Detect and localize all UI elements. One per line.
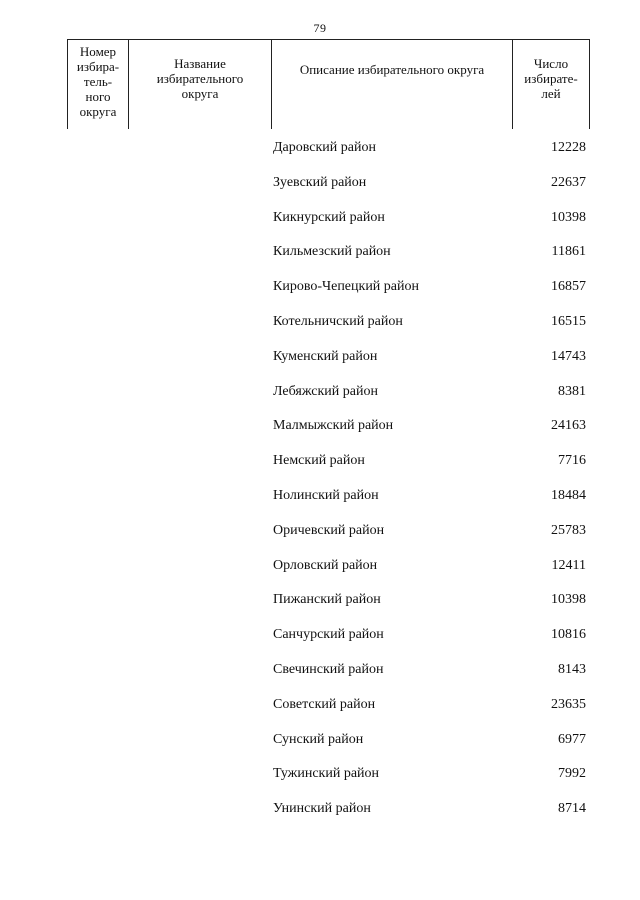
- district-description: Нолинский район: [273, 487, 379, 503]
- header-voter-count-label: Число избирате- лей: [524, 56, 578, 101]
- district-description: Зуевский район: [273, 174, 367, 190]
- voter-count: 16515: [551, 313, 586, 329]
- page-number: 79: [313, 21, 327, 35]
- table-row: [0, 554, 640, 589]
- table-row: [0, 449, 640, 484]
- table-row: [0, 728, 640, 763]
- voter-count: 8381: [558, 383, 586, 399]
- voter-count: 14743: [551, 348, 586, 364]
- header-district-description-label: Описание избирательного округа: [299, 62, 485, 77]
- district-description: Пижанский район: [273, 592, 381, 608]
- voter-count: 7716: [558, 453, 586, 469]
- header-voter-count: [513, 40, 589, 129]
- table-body: [0, 136, 640, 832]
- table-row: [0, 762, 640, 797]
- district-description: Сунский район: [273, 731, 364, 747]
- voter-count: 7992: [558, 766, 586, 782]
- voter-count: 10816: [551, 627, 586, 643]
- header-district-number: [68, 40, 129, 129]
- table-row: [0, 310, 640, 345]
- table-row: [0, 588, 640, 623]
- district-description: Кильмезский район: [273, 244, 391, 260]
- district-description: Кикнурский район: [273, 209, 385, 225]
- header-district-number-label: Номер избира- тель- ного округа: [76, 44, 120, 119]
- district-description: Унинский район: [273, 801, 371, 817]
- district-description: Немский район: [273, 453, 365, 469]
- district-description: Орловский район: [273, 557, 378, 573]
- voter-count: 8714: [558, 801, 586, 817]
- table-row: [0, 240, 640, 275]
- table-header: [67, 39, 590, 129]
- table-row: [0, 693, 640, 728]
- voter-count: 18484: [551, 487, 586, 503]
- header-district-description: [272, 40, 513, 129]
- voter-count: 6977: [558, 731, 586, 747]
- district-description: Кирово-Чепецкий район: [273, 279, 420, 295]
- voter-count: 12228: [551, 140, 586, 155]
- table-row: [0, 345, 640, 380]
- voter-count: 10398: [551, 209, 586, 225]
- district-description: Лебяжский район: [273, 383, 378, 399]
- district-description: Советский район: [273, 696, 376, 712]
- voter-count: 24163: [551, 418, 586, 434]
- voter-count: 16857: [551, 279, 586, 295]
- table-row: [0, 484, 640, 519]
- table-row: [0, 171, 640, 206]
- district-description: Малмыжский район: [273, 418, 394, 434]
- district-description: Тужинский район: [273, 766, 380, 782]
- header-district-name-label: Название избирательного округа: [156, 56, 244, 101]
- voter-count: 12411: [551, 557, 586, 573]
- table-row: [0, 275, 640, 310]
- table-row: [0, 380, 640, 415]
- header-district-name: [129, 40, 272, 129]
- table-row: [0, 623, 640, 658]
- table-row: [0, 206, 640, 241]
- district-description: Свечинский район: [273, 661, 384, 677]
- voter-count: 22637: [551, 174, 586, 190]
- table-row: [0, 414, 640, 449]
- table-row: [0, 797, 640, 832]
- district-description: Куменский район: [273, 348, 378, 364]
- voter-count: 10398: [551, 592, 586, 608]
- district-description: Котельничский район: [273, 313, 403, 329]
- district-description: Даровский район: [273, 140, 376, 155]
- district-description: Оричевский район: [273, 522, 385, 538]
- voter-count: 25783: [551, 522, 586, 538]
- voter-count: 8143: [558, 661, 586, 677]
- district-description: Санчурский район: [273, 627, 384, 643]
- table-row: [0, 658, 640, 693]
- voter-count: 11861: [551, 244, 586, 260]
- table-row: [0, 519, 640, 554]
- voter-count: 23635: [551, 696, 586, 712]
- table-row: [0, 136, 640, 171]
